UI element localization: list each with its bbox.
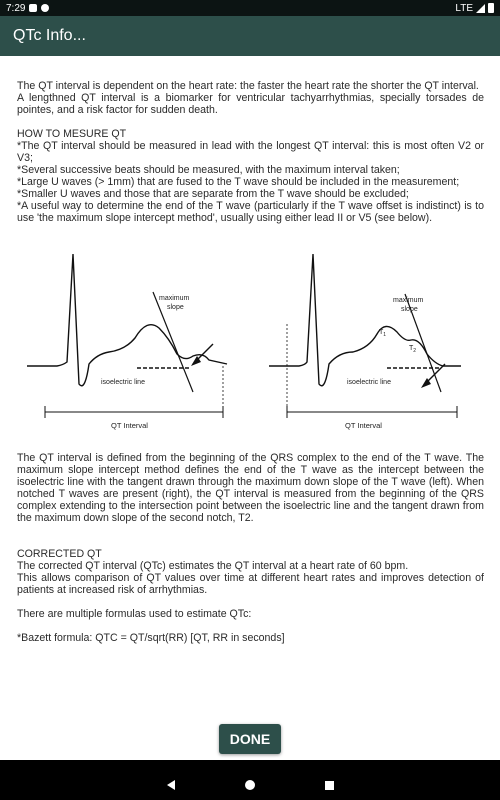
how-to-item: *A useful way to determine the end of the T wave (particularly if the T wave offset is indistinct) is to use 'the maximum slope intercept method', usually using either lead II or V5 (see below). <box>17 200 484 224</box>
dialog-title: QTc Info... <box>13 27 86 44</box>
left-isoelectric-label: isoelectric line <box>101 379 145 386</box>
left-slope-label-1: maximum <box>159 295 190 302</box>
status-time: 7:29 <box>6 2 26 14</box>
bazett-formula: *Bazett formula: QTC = QT/sqrt(RR) [QT, RR in seconds] <box>17 632 285 644</box>
navigation-bar <box>0 770 500 800</box>
right-slope-label-2: slope <box>401 306 418 313</box>
right-isoelectric-label: isoelectric line <box>347 379 391 386</box>
done-button[interactable]: DONE <box>219 724 281 754</box>
right-ecg-trace <box>269 254 461 386</box>
intro-line-2: A lengthned QT interval is a biomarker for ventricular tachyarrhythmias, specially torsades de pointes, and a risk factor for sudden death. <box>17 92 484 116</box>
home-icon[interactable] <box>245 780 255 790</box>
corrected-heading: CORRECTED QT <box>17 548 102 560</box>
intro-line-1: The QT interval is dependent on the heart rate: the faster the heart rate the shorter the QT interval. <box>17 80 479 92</box>
qt-interval-diagram <box>17 234 484 441</box>
status-bar <box>0 0 500 16</box>
recent-apps-icon[interactable] <box>325 781 334 790</box>
left-slope-label-2: slope <box>167 304 184 311</box>
formulas-intro: There are multiple formulas used to estimate QTc: <box>17 608 252 620</box>
app-bar <box>0 16 500 56</box>
app-notification-icon <box>41 4 49 12</box>
how-to-item: *Several successive beats should be measured, with the maximum interval taken; <box>17 164 400 176</box>
info-text <box>17 80 484 644</box>
right-qt-label: QT Interval <box>345 421 382 430</box>
left-qt-label: QT Interval <box>111 421 148 430</box>
explanation-text: The QT interval is defined from the beginning of the QRS complex to the end of the T wave. The maximum slope intercept method defines the end of the T wave as the intercept between the isoelectric line with the tangent drawn through the maximum down slope of the T wave (left). When notched T waves are present (right), the QT interval is measured from the beginning of the QRS complex extending to the intersection point between the isoelectric line and the tangent drawn from the maximum down slope of the second notch, T2. <box>17 452 484 524</box>
how-to-item: *Smaller U waves and those that are separate from the T wave should be excluded; <box>17 188 409 200</box>
battery-icon <box>488 3 494 13</box>
right-slope-label-1: maximum <box>393 297 424 304</box>
right-t1-label: $T_1$ <box>379 329 387 338</box>
how-to-item: *The QT interval should be measured in lead with the longest QT interval: this is most often V2 or V3; <box>17 140 484 164</box>
left-ecg-diagram <box>27 254 227 418</box>
notification-icon <box>29 4 37 12</box>
right-ecg-diagram <box>269 254 461 418</box>
back-icon[interactable] <box>167 780 175 790</box>
info-content[interactable] <box>0 56 500 760</box>
how-to-heading: HOW TO MESURE QT <box>17 128 127 140</box>
how-to-item: *Large U waves (> 1mm) that are fused to the T wave should be included in the measurement; <box>17 176 460 188</box>
signal-icon <box>476 4 485 13</box>
network-type: LTE <box>455 2 473 14</box>
right-t2-label: $T_2$ <box>409 345 417 354</box>
left-ecg-trace <box>27 254 227 386</box>
corrected-line-1: The corrected QT interval (QTc) estimates the QT interval at a heart rate of 60 bpm. <box>17 560 409 572</box>
corrected-line-2: This allows comparison of QT values over time at different heart rates and improves detection of patients at increased risk of arrhythmias. <box>17 572 484 596</box>
